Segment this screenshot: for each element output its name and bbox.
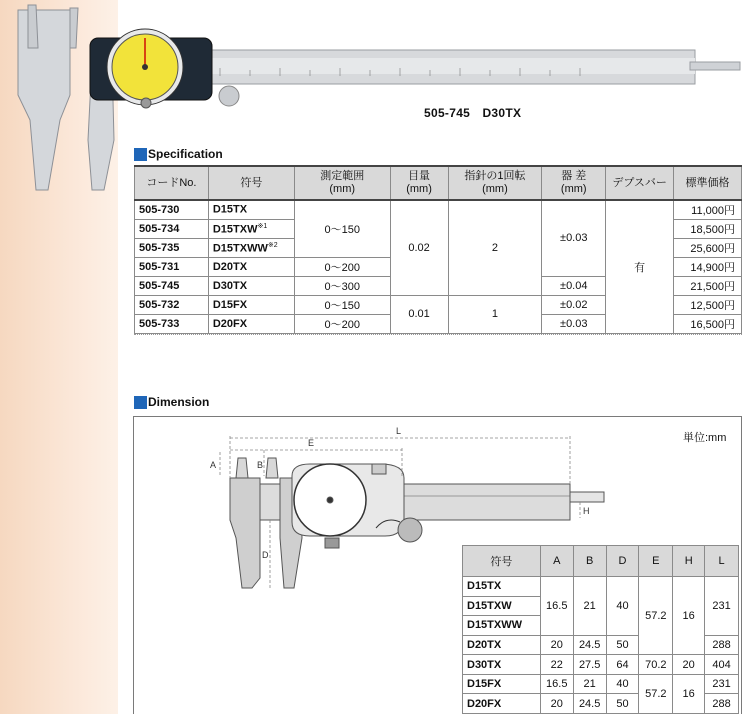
table-cell: 2 [448,200,542,295]
table-cell: 12,500円 [674,295,742,314]
unit-label: 単位:mm [683,432,727,444]
table-cell: 18,500円 [674,219,742,238]
table-cell: D30TX [463,655,541,675]
table-cell: 57.2 [639,577,673,655]
table-cell: 21 [573,674,606,694]
table-cell: ±0.03 [542,314,606,333]
table-header-cell: E [639,546,673,577]
table-cell: 22 [540,655,573,675]
table-cell: 288 [705,694,739,714]
dim-label-e: E [308,438,315,448]
table-cell: 25,600円 [674,238,742,257]
table-cell: 404 [705,655,739,675]
table-cell: 0.02 [390,200,448,295]
table-cell: D15TXWW [463,616,541,636]
table-cell: 20 [540,635,573,655]
table-cell: 11,000円 [674,200,742,219]
table-cell: 57.2 [639,674,673,713]
table-header-cell: D [606,546,639,577]
table-cell: 50 [606,635,639,655]
table-cell: 0～150 [294,200,390,257]
table-cell: 16,500円 [674,314,742,333]
table-cell: D20FX [463,694,541,714]
col-revolution: 指針の1回転 (mm) [448,166,542,200]
dim-label-l: L [396,426,402,436]
table-cell: 24.5 [573,635,606,655]
table-cell: D15FX [463,674,541,694]
fixed-jaw [18,10,70,190]
table-header-cell: L [705,546,739,577]
square-bullet-icon [134,396,147,409]
col-depth: デプスバー [606,166,674,200]
spec-heading [134,147,223,161]
table-cell: D15FX [208,295,294,314]
table-cell: 21 [573,577,606,636]
table-divider [134,334,742,335]
table-cell: D15TX [463,577,541,597]
table-cell: 231 [705,577,739,636]
square-bullet-icon [134,148,147,161]
table-row [463,577,739,597]
table-cell: D30TX [208,276,294,295]
table-cell: 0～150 [294,295,390,314]
table-cell: D20TX [463,635,541,655]
dim-label-b: B [257,460,264,470]
table-cell: ±0.04 [542,276,606,295]
table-cell: 16 [673,674,705,713]
table-cell: 64 [606,655,639,675]
table-cell: 0～300 [294,276,390,295]
spec-table [134,165,742,334]
col-code: コードNo. [135,166,209,200]
dim-label-a: A [210,460,217,470]
table-cell: 16.5 [540,674,573,694]
table-cell: 0～200 [294,314,390,333]
dimension-heading-text: Dimension [148,395,210,409]
table-header-cell: 符号 [463,546,541,577]
table-cell: 505-745 [135,276,209,295]
table-cell: ±0.03 [542,200,606,276]
table-cell: 14,900円 [674,257,742,276]
table-cell: D15TXW [463,596,541,616]
table-row [463,655,739,675]
table-cell: 505-732 [135,295,209,314]
table-cell: 505-730 [135,200,209,219]
table-cell: 505-734 [135,219,209,238]
table-cell: 505-733 [135,314,209,333]
table-row [135,200,742,219]
table-cell: 505-735 [135,238,209,257]
table-cell: 288 [705,635,739,655]
table-cell: 0～200 [294,257,390,276]
col-symbol: 符号 [208,166,294,200]
table-header-cell: H [673,546,705,577]
table-cell: 70.2 [639,655,673,675]
table-cell: D15TX [208,200,294,219]
col-error: 器 差 (mm) [542,166,606,200]
table-cell: 505-731 [135,257,209,276]
table-cell: 40 [606,577,639,636]
table-cell: 16 [673,577,705,655]
table-cell: 24.5 [573,694,606,714]
table-cell: D15TXWW$^{※2}$ [208,238,294,257]
col-price: 標準価格 [674,166,742,200]
table-cell: 231 [705,674,739,694]
table-cell: 20 [540,694,573,714]
table-header-cell: A [540,546,573,577]
model-label: 505-745 D30TX [424,106,522,120]
table-cell: 21,500円 [674,276,742,295]
table-cell: 20 [673,655,705,675]
table-row [463,674,739,694]
col-graduation: 目量 (mm) [390,166,448,200]
col-range: 測定範囲 (mm) [294,166,390,200]
table-header-cell: B [573,546,606,577]
table-cell: 1 [448,295,542,333]
dimension-table [462,545,739,714]
table-cell: 0.01 [390,295,448,333]
table-cell: 50 [606,694,639,714]
table-cell: 40 [606,674,639,694]
table-cell: 27.5 [573,655,606,675]
dim-label-d: D [262,550,269,560]
table-cell: ±0.02 [542,295,606,314]
dimension-heading [134,395,209,409]
table-cell: 有 [606,200,674,333]
spec-heading-text: Specification [148,147,223,161]
table-cell: D20FX [208,314,294,333]
table-cell: D20TX [208,257,294,276]
table-cell: D15TXW$^{※1}$ [208,219,294,238]
thumb-roller [219,86,239,106]
dim-label-h: H [583,506,590,516]
table-cell: 16.5 [540,577,573,636]
